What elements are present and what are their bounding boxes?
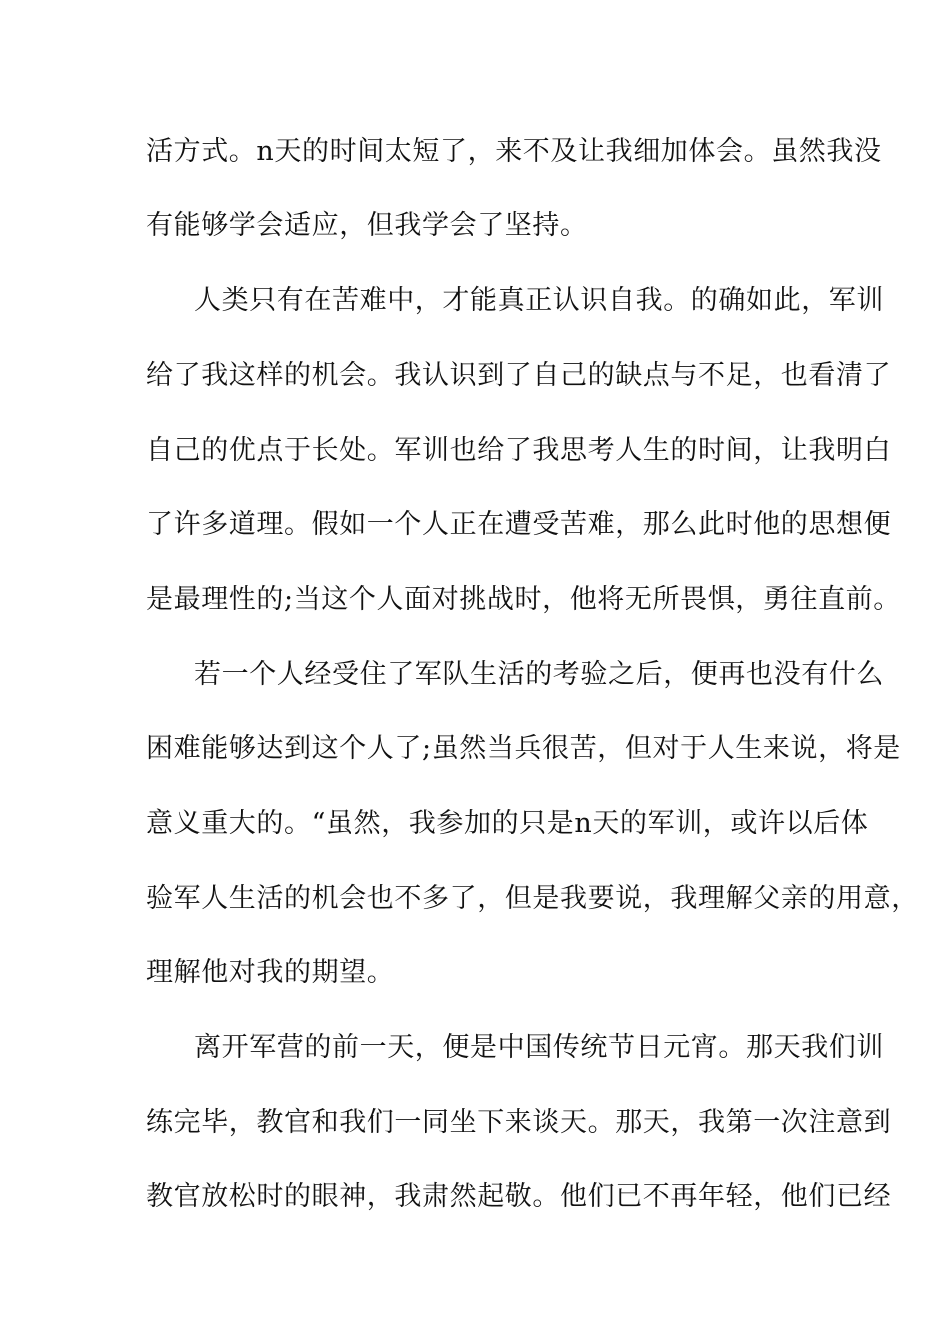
text-line: 自己的优点于长处。军训也给了我思考人生的时间，让我明白 [146,435,892,466]
paragraph-start-line: 人类只有在苦难中，才能真正认识自我。的确如此，军训 [194,285,884,316]
text-line: 困难能够达到这个人了;虽然当兵很苦，但对于人生来说，将是 [146,733,901,764]
text-line: 是最理性的;当这个人面对挑战时，他将无所畏惧，勇往直前。 [146,584,901,615]
text-line: 验军人生活的机会也不多了，但是我要说，我理解父亲的用意， [146,883,919,914]
text-line: 意义重大的。“虽然，我参加的只是n天的军训，或许以后体 [146,808,869,839]
text-line: 有能够学会适应，但我学会了坚持。 [146,210,588,241]
text-line: 练完毕，教官和我们一同坐下来谈天。那天，我第一次注意到 [146,1107,892,1138]
paragraph-start-line: 离开军营的前一天，便是中国传统节日元宵。那天我们训 [194,1032,884,1063]
text-line: 教官放松时的眼神，我肃然起敬。他们已不再年轻，他们已经 [146,1181,892,1212]
paragraph-start-line: 若一个人经受住了军队生活的考验之后，便再也没有什么 [194,659,884,690]
text-line: 了许多道理。假如一个人正在遭受苦难，那么此时他的思想便 [146,509,892,540]
text-line: 给了我这样的机会。我认识到了自己的缺点与不足，也看清了 [146,360,892,391]
text-line: 活方式。n天的时间太短了，来不及让我细加体会。虽然我没 [146,136,882,167]
text-line: 理解他对我的期望。 [146,957,395,988]
